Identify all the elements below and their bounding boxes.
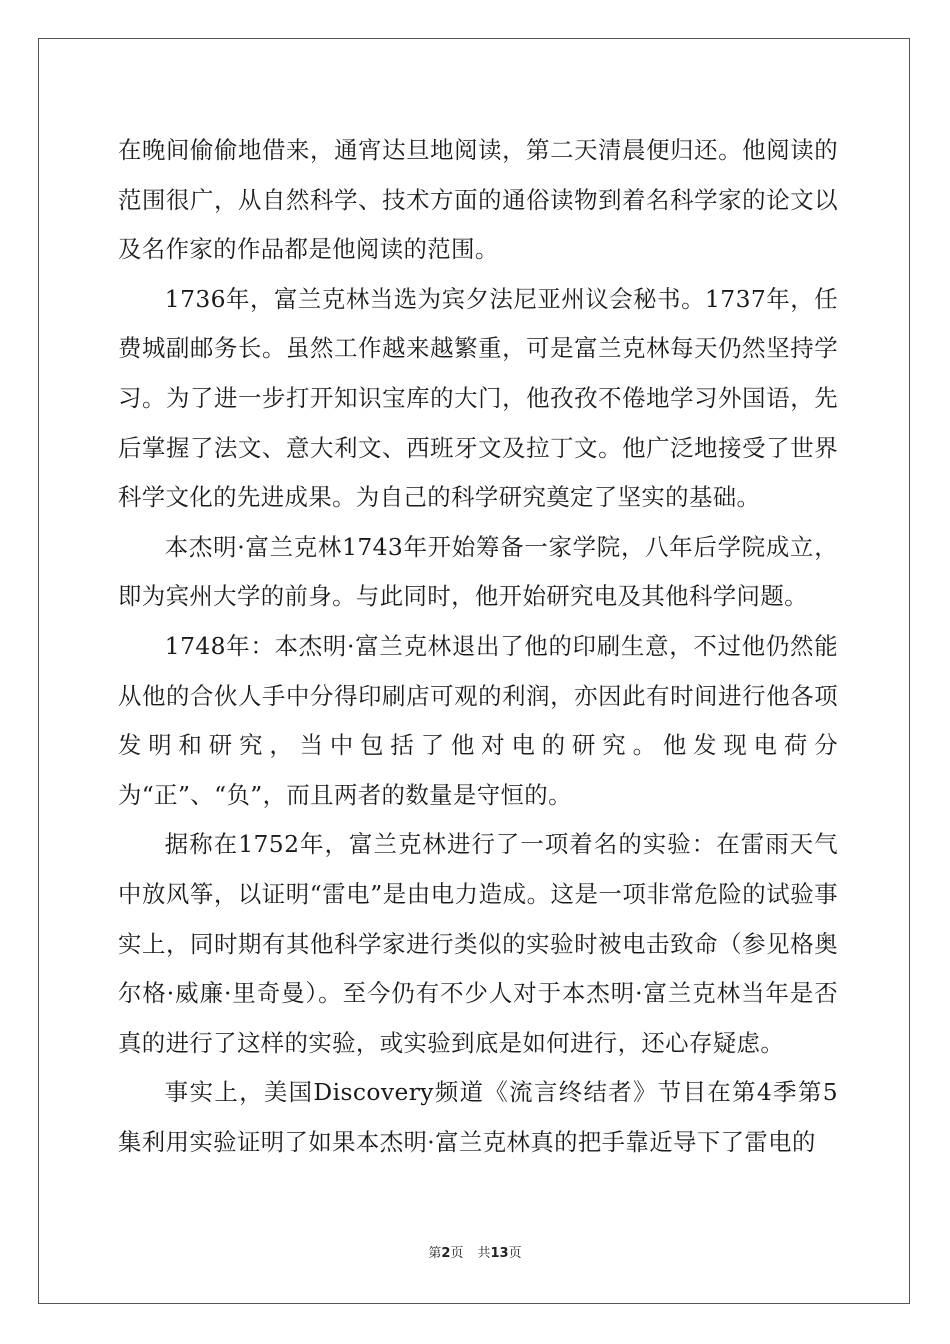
paragraph-2: 1736年，富兰克林当选为宾夕法尼亚州议会秘书。1737年，任费城副邮务长。虽然工作越来越繁重，可是富兰克林每天仍然坚持学习。为了进一步打开知识宝库的大门，他孜孜不倦地学习外国语，先后掌握了法文、意大利文、西班牙文及拉丁文。他广泛地接受了世界科学文化的先进成果。为自己的科学研究奠定了坚实的基础。 [118,284,838,512]
current-page: 2 [441,1246,451,1261]
total-count: 13 [490,1246,509,1261]
paragraph-1: 在晚间偷偷地借来，通宵达旦地阅读，第二天清晨便归还。他阅读的范围很广，从自然科学、技术方面的通俗读物到着名科学家的论文以及名作家的作品都是他阅读的范围。 [118,136,838,264]
page-footer [0,1242,950,1261]
paragraph-3: 本杰明·富兰克林1743年开始筹备一家学院，八年后学院成立，即为宾州大学的前身。与此同时，他开始研究电及其他科学问题。 [118,532,838,611]
total-prefix: 共 [477,1246,491,1261]
page-suffix: 页 [450,1246,464,1261]
paragraph-5: 据称在1752年，富兰克林进行了一项着名的实验：在雷雨天气中放风筝，以证明“雷电”是由电力造成。这是一项非常危险的试验事实上，同时期有其他科学家进行类似的实验时被电击致命（参见格奥尔格·威廉·里奇曼）。至今仍有不少人对于本杰明·富兰克林当年是否真的进行了这样的实验，或实验到底是如何进行，还心存疑虑。 [118,830,838,1057]
total-pages [477,1246,521,1261]
page-prefix: 第 [428,1246,442,1261]
paragraph-4: 1748年：本杰明·富兰克林退出了他的印刷生意，不过他仍然能从他的合伙人手中分得印刷店可观的利润，亦因此有时间进行他各项发明和研究，当中包括了他对电的研究。他发现电荷分为“正”、“负”，而且两者的数量是守恒的。 [118,631,838,809]
document-body [118,126,838,1167]
page-number [428,1246,463,1261]
total-suffix: 页 [508,1246,522,1261]
paragraph-6: 事实上，美国Discovery频道《流言终结者》节目在第4季第5集利用实验证明了如果本杰明·富兰克林真的把手靠近导下了雷电的 [118,1078,838,1156]
